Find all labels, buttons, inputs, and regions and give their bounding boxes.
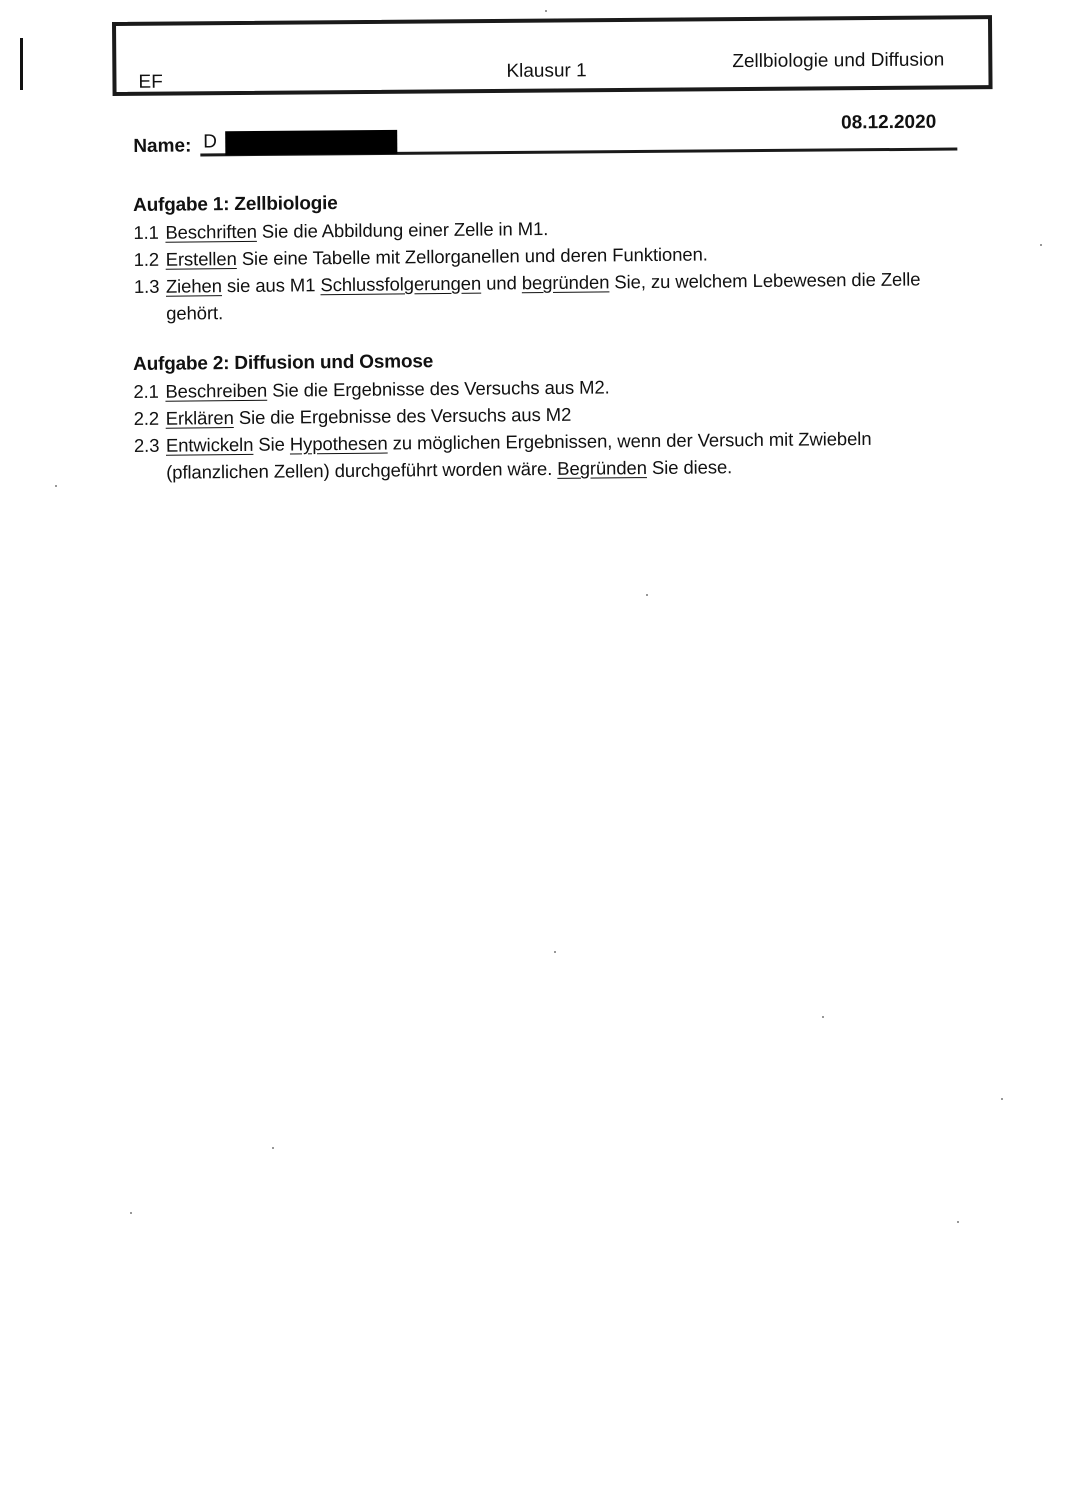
- name-initial: D: [203, 131, 218, 153]
- task-2: [133, 344, 954, 486]
- subtask-text: zu möglichen Ergebnissen, wenn der Versuch mit Zwiebeln (pflanzlichen Zellen) durchgeführt worden wäre.: [166, 427, 872, 483]
- subtask-text: Sie die Abbildung einer Zelle in M1.: [256, 218, 549, 242]
- subtask-text: Sie: [253, 433, 290, 455]
- subtask-2-3: [134, 424, 954, 486]
- course-label: EF: [138, 71, 163, 93]
- operator-verb: Beschreiben: [165, 379, 268, 402]
- scan-speck: [957, 1221, 959, 1223]
- subtask-number: 2.1: [133, 380, 159, 402]
- scan-speck: [545, 10, 547, 12]
- subtask-number: 2.3: [133, 434, 160, 456]
- subtask-text: Sie diese.: [646, 456, 733, 479]
- exam-topic: Zellbiologie und Diffusion: [732, 49, 945, 73]
- exam-title: Klausur 1: [506, 60, 587, 82]
- subtask-number: 1.1: [133, 221, 159, 243]
- subtask-text: Sie, zu welchem Lebewesen die Zelle gehört.: [166, 268, 921, 324]
- exam-date: 08.12.2020: [841, 111, 937, 134]
- task-heading: Aufgabe 1: Zellbiologie: [133, 193, 338, 216]
- margin-mark: [20, 38, 23, 90]
- scan-speck: [55, 485, 57, 487]
- operator-term: begründen: [521, 271, 610, 294]
- scan-speck: [822, 1016, 824, 1018]
- subtask-text: Sie die Ergebnisse des Versuchs aus M2: [233, 403, 572, 429]
- scan-speck: [554, 951, 556, 953]
- operator-verb: Erstellen: [165, 248, 237, 270]
- name-label: Name:: [133, 135, 192, 157]
- operator-verb: Ziehen: [165, 275, 222, 297]
- task-heading: Aufgabe 2: Diffusion und Osmose: [133, 351, 434, 375]
- task-1: [133, 185, 954, 327]
- subtask-text: und: [480, 272, 522, 294]
- scan-speck: [1040, 244, 1042, 246]
- operator-verb: Entwickeln: [165, 433, 254, 456]
- scan-speck: [272, 1147, 274, 1149]
- name-redaction: [225, 130, 397, 155]
- header-box: [112, 15, 993, 96]
- subtask-text: Sie eine Tabelle mit Zellorganellen und deren Funktionen.: [236, 243, 708, 270]
- subtask-number: 2.2: [133, 407, 160, 429]
- subtask-text: sie aus M1: [221, 274, 321, 297]
- subtask-1-3: [134, 265, 954, 327]
- operator-term: Begründen: [557, 457, 647, 479]
- scan-speck: [646, 594, 648, 596]
- subtask-number: 1.2: [133, 248, 160, 270]
- operator-verb: Erklären: [165, 407, 234, 429]
- operator-verb: Beschriften: [165, 220, 257, 243]
- scan-speck: [130, 1212, 132, 1214]
- operator-term: Hypothesen: [289, 432, 388, 455]
- subtask-text: Sie die Ergebnisse des Versuchs aus M2.: [267, 376, 610, 401]
- subtask-number: 1.3: [133, 275, 160, 297]
- name-row: [133, 103, 963, 170]
- scan-speck: [1001, 1098, 1003, 1100]
- operator-term: Schlussfolgerungen: [320, 272, 482, 296]
